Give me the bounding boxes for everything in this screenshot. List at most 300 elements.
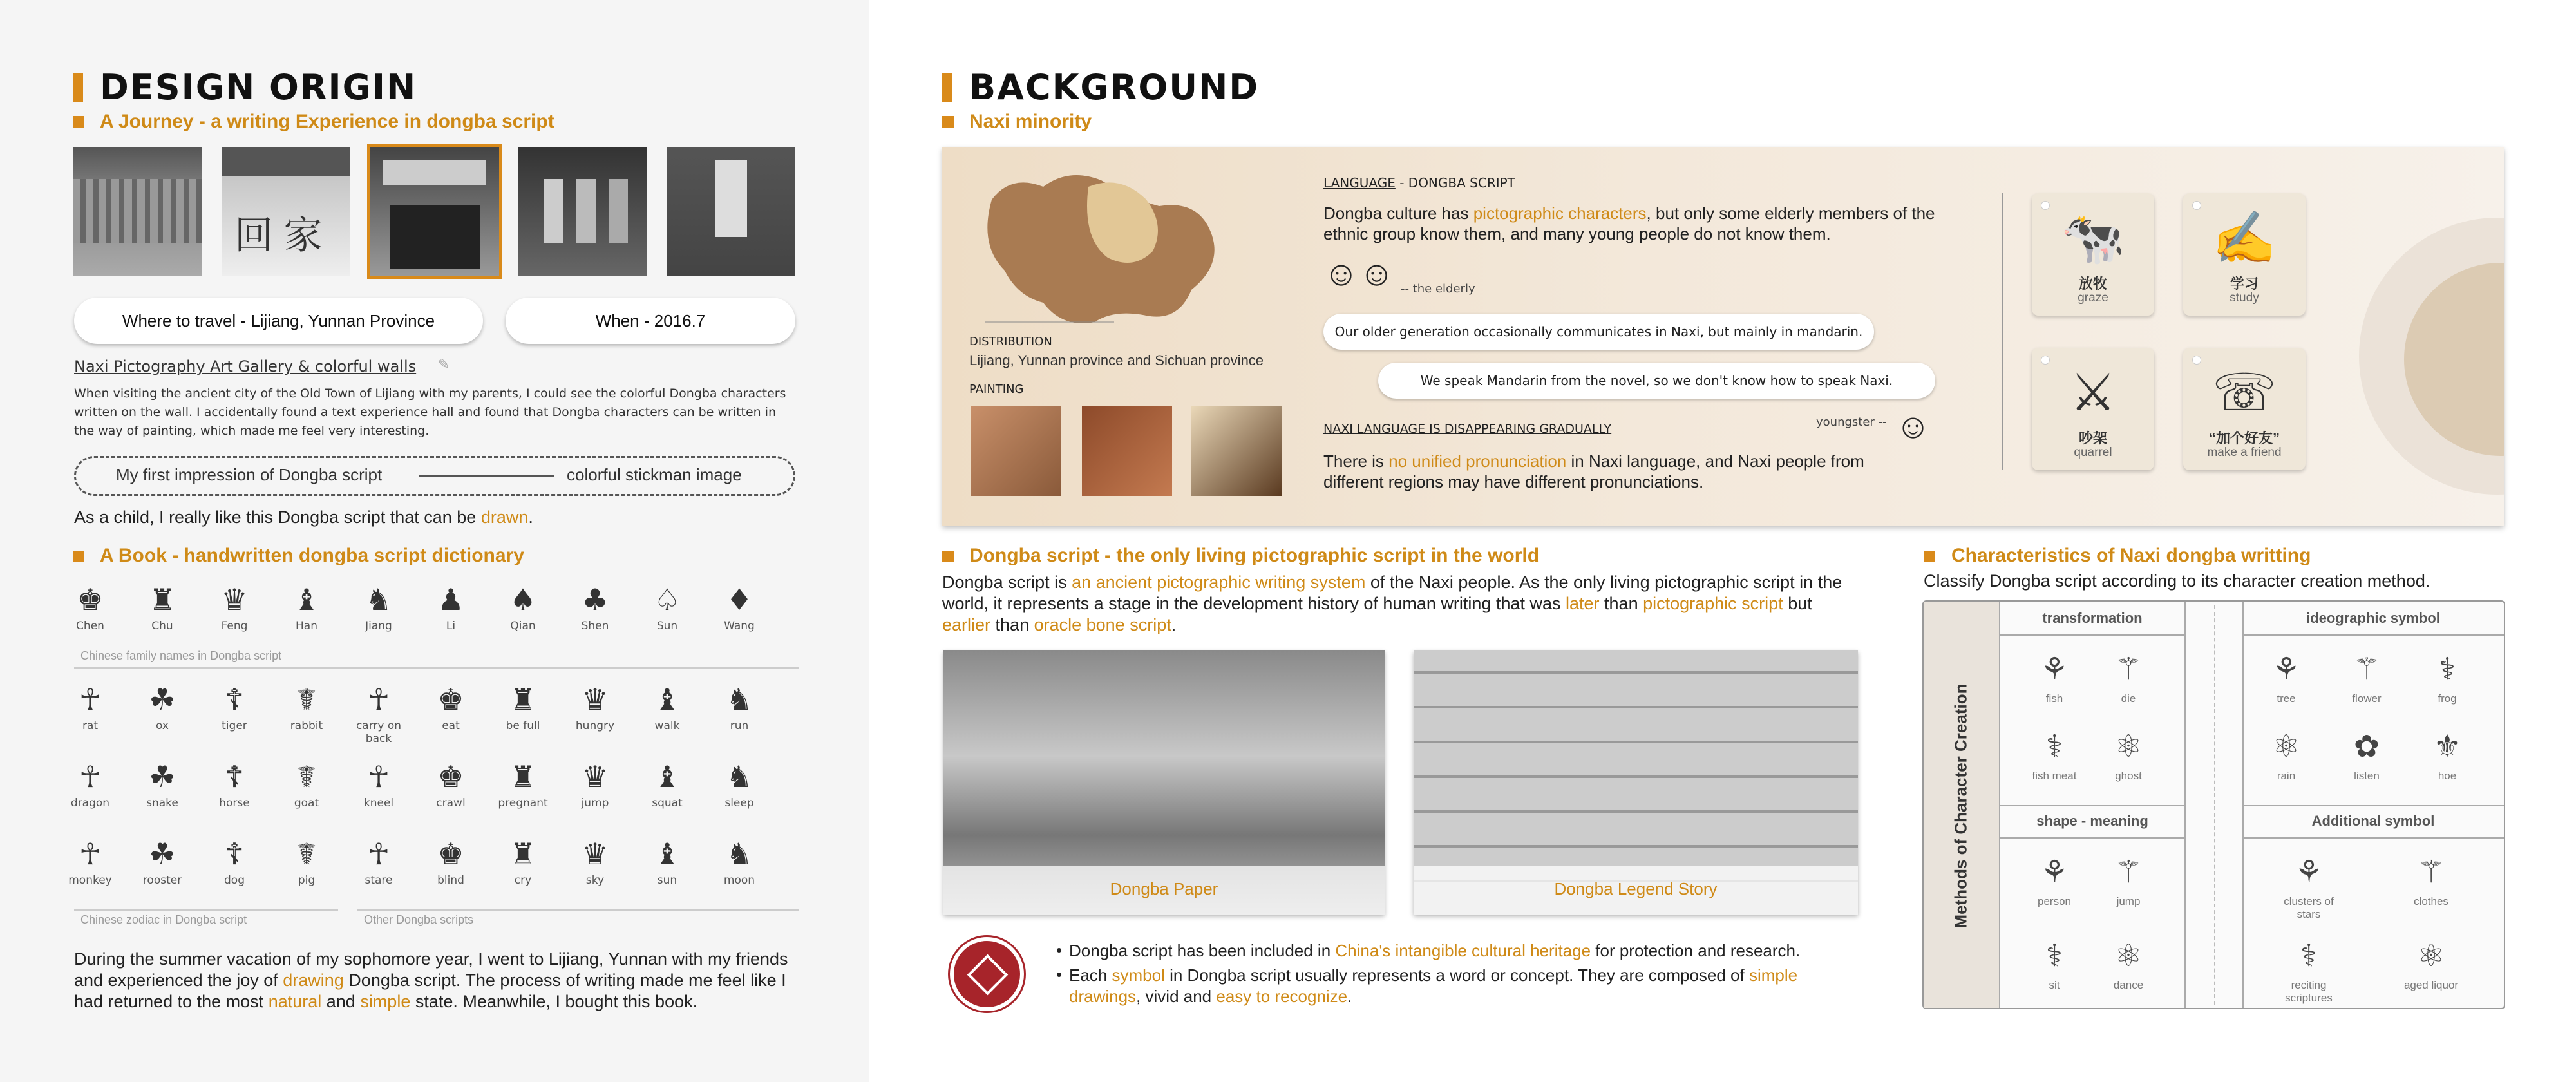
highlight-text: simple <box>360 992 411 1011</box>
snake-glyph-icon: ☘ <box>149 759 176 794</box>
cell-caption: flower <box>2352 692 2382 705</box>
friend-glyph-icon: ☏ <box>2211 364 2277 421</box>
rain-glyph-icon: ⚛ <box>2272 730 2300 764</box>
glyph-cry <box>497 834 549 887</box>
Qian-glyph-icon: ♠ <box>509 582 536 617</box>
Li-glyph-icon: ♟ <box>437 582 464 617</box>
listen-glyph-icon: ✿ <box>2353 730 2380 764</box>
glyph-caption: Sun <box>656 620 678 632</box>
tree-glyph-icon: ⚘ <box>2272 652 2300 687</box>
journey-bullet <box>73 116 84 128</box>
ideo-frog <box>2412 647 2483 705</box>
cell-caption: hoe <box>2438 770 2457 782</box>
disappear-label: NAXI LANGUAGE IS DISAPPEARING GRADUALLY <box>1323 422 1612 436</box>
zodiac-divider <box>74 909 338 911</box>
Chen-glyph-icon: ♚ <box>77 582 104 617</box>
child-highlight: drawn <box>480 508 529 527</box>
shape-header: shape - meaning <box>2036 813 2148 829</box>
bullet-dot-1: • <box>1056 940 1063 960</box>
background-title: BACKGROUND <box>969 67 1260 108</box>
glyph-caption: horse <box>219 797 250 810</box>
text-run: There is <box>1323 451 1389 471</box>
glyph-rabbit <box>281 679 332 732</box>
text-run: state. Meanwhile, I bought this book. <box>410 992 698 1011</box>
dongba-paragraph <box>942 572 1863 636</box>
title-accent <box>942 73 952 102</box>
glyph-caption: Feng <box>221 620 248 632</box>
gallery-photo-selected[interactable] <box>370 147 499 276</box>
highlight-text: China's intangible cultural heritage <box>1335 941 1591 960</box>
goat-glyph-icon: ☤ <box>296 759 317 794</box>
bullet-dot-2: • <box>1056 965 1063 984</box>
Jiang-glyph-icon: ♞ <box>365 582 392 617</box>
glyph-caption: sky <box>585 874 605 887</box>
disappear-paragraph <box>1323 451 1871 492</box>
cell-caption: reciting scriptures <box>2285 979 2333 1004</box>
cell-caption: ghost <box>2115 770 2142 782</box>
glyph-caption: goat <box>294 797 319 810</box>
text-run: , vivid and <box>1136 987 1217 1006</box>
name-Chu <box>137 580 188 632</box>
design-origin-panel <box>0 0 869 1082</box>
cell-caption: sit <box>2049 979 2060 991</box>
text-run: in Naxi language, and Naxi people from different regions may have different pronunciations. <box>1323 451 1864 491</box>
youngster-speech-bubble: We speak Mandarin from the novel, so we don't know how to speak Naxi. <box>1378 363 1935 399</box>
glyph-caption: rooster <box>142 874 182 887</box>
row-line <box>2242 837 2504 839</box>
name-Han <box>281 580 332 632</box>
heritage-bullet <box>1069 940 1861 962</box>
dongba-heading: Dongba script - the only living pictographic script in the world <box>969 545 1540 566</box>
text-run: Dongba script. The process of writing made me feel like I had returned to the most <box>74 971 786 1011</box>
sun-glyph-icon: ♝ <box>654 837 681 871</box>
shape-dance <box>2093 934 2164 992</box>
painting-3 <box>1191 406 1282 496</box>
glyph-caption: sleep <box>724 797 754 810</box>
row-line <box>1999 837 2186 839</box>
gallery-title: Naxi Pictography Art Gallery & colorful walls <box>74 357 417 375</box>
glyph-tiger <box>209 679 260 732</box>
tile-en: make a friend <box>2207 446 2282 459</box>
glyph-horse <box>209 757 260 810</box>
name-Feng <box>209 580 260 632</box>
Shen-glyph-icon: ♣ <box>582 582 609 617</box>
glyph-caption: rat <box>82 719 99 732</box>
chars-heading: Characteristics of Naxi dongba writting <box>1951 545 2311 566</box>
Sun-glyph-icon: ♤ <box>654 582 681 617</box>
dongba-bullet <box>942 551 954 562</box>
glyph-caption: be full <box>506 719 540 732</box>
text-run: Dongba culture has <box>1323 204 1473 223</box>
gallery-text: When visiting the ancient city of the Old Town of Lijiang with my parents, I could see the colorful Dongba characters written on the wall. I accidentally found a text experience hall and found that Dongba characters can be written in the way of painting, which made me feel very interesting. <box>74 386 786 438</box>
glyph-jump <box>569 757 621 810</box>
dog-glyph-icon: ☦ <box>225 837 244 871</box>
elderly-face-icons: ☺☺ <box>1323 254 1395 293</box>
ideographic-header: ideographic symbol <box>2306 610 2440 626</box>
book-heading: A Book - handwritten dongba script dictionary <box>100 545 524 566</box>
glyph-dragon <box>64 757 116 810</box>
glyph-hungry <box>569 679 621 732</box>
glyph-caption: Han <box>296 620 317 632</box>
book-bullet <box>73 551 84 562</box>
names-caption: Chinese family names in Dongba script <box>80 649 282 662</box>
glyph-carry-on-back <box>353 679 404 745</box>
kneel-glyph-icon: ☥ <box>367 759 390 794</box>
glyph-caption: Jiang <box>365 620 392 632</box>
horse-glyph-icon: ☦ <box>225 759 244 794</box>
glyph-ox <box>137 679 188 732</box>
cell-caption: frog <box>2438 692 2457 705</box>
moon-glyph-icon: ♞ <box>726 837 753 871</box>
glyph-squat <box>641 757 693 810</box>
die-glyph-icon: ⚚ <box>2114 652 2143 687</box>
child-end: . <box>528 508 533 527</box>
trans-die <box>2093 647 2164 705</box>
add-aged-liquor <box>2396 934 2467 992</box>
cell-caption: listen <box>2354 770 2380 782</box>
cell-caption: fish meat <box>2032 770 2077 782</box>
name-Qian <box>497 580 549 632</box>
highlight-text: oracle bone script <box>1034 615 1171 634</box>
text-run: for protection and research. <box>1591 941 1801 960</box>
glyph-caption: dog <box>224 874 245 887</box>
cell-caption: die <box>2121 692 2136 705</box>
row-line <box>2242 634 2504 636</box>
highlight-text: an ancient pictographic writing system <box>1072 573 1366 592</box>
person-glyph-icon: ⚘ <box>2040 855 2069 889</box>
language-paragraph <box>1323 203 1961 244</box>
glyph-eat <box>425 679 477 732</box>
where-pill: Where to travel - Lijiang, Yunnan Province <box>74 298 483 344</box>
distribution-map <box>966 161 1249 328</box>
glyph-caption: hungry <box>575 719 615 732</box>
glyph-moon <box>714 834 765 887</box>
study-glyph-icon: ✍ <box>2212 209 2277 267</box>
language-label-text: LANGUAGE <box>1323 175 1396 191</box>
divider <box>74 667 799 669</box>
ideo-rain <box>2251 725 2322 783</box>
glyph-caption: eat <box>442 719 460 732</box>
Feng-glyph-icon: ♛ <box>221 582 248 617</box>
glyph-caption: monkey <box>68 874 112 887</box>
cell-caption: aged liquor <box>2403 979 2459 991</box>
glyph-pregnant <box>497 757 549 810</box>
wall-photo-4 <box>518 147 647 276</box>
glyph-caption: crawl <box>436 797 466 810</box>
glyph-caption: carry on back <box>355 719 402 745</box>
Wang-glyph-icon: ♦ <box>726 582 753 617</box>
glyph-caption: cry <box>514 874 532 887</box>
glyph-dog <box>209 834 260 887</box>
carry-on-back-glyph-icon: ☥ <box>367 682 390 717</box>
glyph-caption: Shen <box>581 620 609 632</box>
distribution-text: Lijiang, Yunnan province and Sichuan province <box>969 352 1264 368</box>
add-clothes <box>2396 850 2467 908</box>
text-run: Dongba script is <box>942 573 1072 592</box>
add-clusters-of-stars <box>2273 850 2344 921</box>
row-line <box>1999 805 2186 806</box>
dragon-glyph-icon: ☥ <box>79 759 102 794</box>
highlight-text: simple drawings <box>1069 965 1798 1006</box>
text-run: than <box>990 615 1034 634</box>
child-sentence <box>74 508 533 527</box>
glyph-pig <box>281 834 332 887</box>
youngster-label: youngster -- <box>1816 415 1887 429</box>
background-panel <box>869 0 2576 1082</box>
chars-subtitle: Classify Dongba script according to its character creation method. <box>1924 571 2430 591</box>
graze-tile <box>2032 193 2154 316</box>
design-origin-title: DESIGN ORIGIN <box>100 67 417 108</box>
name-Shen <box>569 580 621 632</box>
reciting-scriptures-glyph-icon: ⚕ <box>2300 939 2317 973</box>
language-sub: - DONGBA SCRIPT <box>1395 175 1515 191</box>
shape-sit <box>2019 934 2090 992</box>
aged-liquor-glyph-icon: ⚛ <box>2417 939 2445 973</box>
glyph-caption: dragon <box>70 797 110 810</box>
be-full-glyph-icon: ♜ <box>509 682 536 717</box>
highlight-text: natural <box>268 992 322 1011</box>
summer-paragraph <box>74 949 808 1012</box>
dongba-paper-photo <box>943 650 1385 915</box>
glyph-caption: pregnant <box>498 797 548 810</box>
run-glyph-icon: ♞ <box>726 682 753 717</box>
monkey-glyph-icon: ☥ <box>79 837 102 871</box>
glyph-sky <box>569 834 621 887</box>
stare-glyph-icon: ☥ <box>367 837 390 871</box>
text-run: Each <box>1069 965 1112 985</box>
pregnant-glyph-icon: ♜ <box>509 759 536 794</box>
graze-glyph-icon: 🐄 <box>2061 209 2125 267</box>
text-run: than <box>1599 594 1643 613</box>
text-run: and <box>321 992 361 1011</box>
rat-glyph-icon: ☥ <box>79 682 102 717</box>
transformation-header: transformation <box>2042 610 2143 626</box>
walk-glyph-icon: ♝ <box>654 682 681 717</box>
text-run: . <box>1171 615 1177 634</box>
impression-right: colorful stickman image <box>567 465 742 484</box>
pencil-icon: ✎ <box>438 356 450 372</box>
highlight-text: no unified pronunciation <box>1388 451 1567 471</box>
tile-cn: 学习 <box>2230 276 2259 292</box>
tile-cn: 吵架 <box>2078 430 2107 446</box>
col-divider <box>2214 605 2215 1005</box>
glyph-caption: pig <box>298 874 316 887</box>
glyph-caption: kneel <box>363 797 394 810</box>
rabbit-glyph-icon: ☤ <box>296 682 317 717</box>
cell-caption: fish <box>2045 692 2063 705</box>
cell-caption: tree <box>2277 692 2296 705</box>
glyph-caption: moon <box>723 874 755 887</box>
text-run: , but only some elderly members of the ethnic group know them, and many young people do not know them. <box>1323 204 1935 243</box>
glyph-rooster <box>137 834 188 887</box>
glyph-caption: stare <box>365 874 393 887</box>
sit-glyph-icon: ⚕ <box>2046 939 2063 973</box>
impression-left: My first impression of Dongba script <box>116 465 383 484</box>
quarrel-glyph-icon: ⚔ <box>2070 364 2116 421</box>
painting-label: PAINTING <box>969 383 1024 396</box>
cell-caption: jump <box>2116 895 2141 907</box>
language-label <box>1323 175 1515 191</box>
distribution-label: DISTRIBUTION <box>969 335 1052 348</box>
cell-caption: dance <box>2113 979 2144 991</box>
text-run: During the summer vacation of my sophomore year, I went to Lijiang, Yunnan with my friends and experienced the joy of <box>74 949 788 990</box>
glyph-caption: Qian <box>510 620 536 632</box>
glyph-caption: run <box>730 719 749 732</box>
glyph-caption: ox <box>156 719 169 732</box>
fish-glyph-icon: ⚘ <box>2040 652 2069 687</box>
child-text: As a child, I really like this Dongba script that can be <box>74 508 481 527</box>
painting-2 <box>1082 406 1172 496</box>
glyph-caption: Chen <box>76 620 104 632</box>
tile-cn: 放牧 <box>2078 276 2107 292</box>
name-Sun <box>641 580 693 632</box>
blind-glyph-icon: ♚ <box>437 837 464 871</box>
impression-arrow <box>419 475 554 477</box>
cell-caption: clothes <box>2414 895 2448 907</box>
ox-glyph-icon: ☘ <box>149 682 176 717</box>
glyph-blind <box>425 834 477 887</box>
trans-fish-meat <box>2019 725 2090 783</box>
cell-caption: rain <box>2277 770 2296 782</box>
title-accent <box>73 73 83 102</box>
other-divider <box>357 909 799 911</box>
cell-caption: person <box>2038 895 2071 907</box>
highlight-text: easy to recognize <box>1216 987 1348 1006</box>
add-reciting-scriptures <box>2273 934 2344 1005</box>
wall-photo-5 <box>667 147 795 276</box>
clothes-glyph-icon: ⚚ <box>2417 855 2445 889</box>
hoe-glyph-icon: ⚜ <box>2433 730 2461 764</box>
glyph-stare <box>353 834 404 887</box>
journey-heading: A Journey - a writing Experience in dongba script <box>100 111 554 132</box>
study-tile <box>2183 193 2306 316</box>
pig-glyph-icon: ☤ <box>296 837 317 871</box>
tile-cn: “加个好友” <box>2208 430 2280 446</box>
glyph-sun <box>641 834 693 887</box>
glyph-caption: snake <box>146 797 178 810</box>
glyph-caption: squat <box>652 797 683 810</box>
elderly-label: -- the elderly <box>1401 282 1475 296</box>
glyph-caption: walk <box>654 719 680 732</box>
glyph-walk <box>641 679 693 732</box>
Han-glyph-icon: ♝ <box>293 582 320 617</box>
glyph-caption: Li <box>446 620 456 632</box>
frog-glyph-icon: ⚕ <box>2439 652 2456 687</box>
name-Li <box>425 580 477 632</box>
cell-caption: clusters of stars <box>2284 895 2334 920</box>
text-run: . <box>1347 987 1352 1006</box>
heritage-logo <box>950 937 1024 1011</box>
glyph-kneel <box>353 757 404 810</box>
highlight-text: symbol <box>1112 965 1165 985</box>
glyph-caption: jump <box>581 797 609 810</box>
wall-photo-1 <box>73 147 202 276</box>
glyph-crawl <box>425 757 477 810</box>
ideo-listen <box>2331 725 2402 783</box>
cry-glyph-icon: ♜ <box>509 837 536 871</box>
naxi-bullet <box>942 116 954 128</box>
ideo-hoe <box>2412 725 2483 783</box>
hungry-glyph-icon: ♛ <box>582 682 609 717</box>
banner-divider <box>2002 193 2003 470</box>
glyph-caption: tiger <box>222 719 247 732</box>
shape-jump <box>2093 850 2164 908</box>
other-caption: Other Dongba scripts <box>364 913 474 926</box>
glyph-caption: Wang <box>724 620 755 632</box>
glyph-caption: Chu <box>151 620 173 632</box>
side-label: Methods of Character Creation <box>1951 683 1971 929</box>
jump-glyph-icon: ⚚ <box>2114 855 2143 889</box>
text-run: in Dongba script usually represents a word or concept. They are composed of <box>1164 965 1749 985</box>
highlight-text: drawing <box>283 971 344 990</box>
squat-glyph-icon: ♝ <box>654 759 681 794</box>
friend-tile <box>2183 348 2306 470</box>
flower-glyph-icon: ⚚ <box>2353 652 2381 687</box>
sleep-glyph-icon: ♞ <box>726 759 753 794</box>
when-pill: When - 2016.7 <box>506 298 795 344</box>
wall-photo-2: 回 家 <box>222 147 350 276</box>
trans-ghost <box>2093 725 2164 783</box>
tiger-glyph-icon: ☦ <box>225 682 244 717</box>
glyph-be-full <box>497 679 549 732</box>
name-Chen <box>64 580 116 632</box>
tile-en: quarrel <box>2074 446 2112 459</box>
highlight-text: earlier <box>942 615 991 634</box>
painting-1 <box>971 406 1061 496</box>
naxi-heading: Naxi minority <box>969 111 1092 132</box>
highlight-text: pictographic script <box>1643 594 1783 613</box>
row-line <box>2242 805 2504 806</box>
highlight-text: pictographic characters <box>1473 204 1647 223</box>
glyph-caption: blind <box>437 874 464 887</box>
glyph-caption: sun <box>657 874 677 887</box>
name-Jiang <box>353 580 404 632</box>
text-run: but <box>1783 594 1812 613</box>
glyph-caption: rabbit <box>290 719 323 732</box>
glyph-monkey <box>64 834 116 887</box>
chars-bullet <box>1924 551 1935 562</box>
dongba-legend-caption: Dongba Legend Story <box>1554 879 1718 898</box>
tile-en: graze <box>2078 291 2108 305</box>
dongba-paper-caption: Dongba Paper <box>1110 879 1218 898</box>
row-line <box>1999 634 2186 636</box>
additional-header: Additional symbol <box>2311 813 2435 829</box>
glyph-rat <box>64 679 116 732</box>
trans-fish <box>2019 647 2090 705</box>
tile-en: study <box>2230 291 2259 305</box>
text-run: of the Naxi people. As the only living pictographic script in the world, it represents a stage in the development history of human writing that was <box>942 573 1842 613</box>
sky-glyph-icon: ♛ <box>582 837 609 871</box>
fish-meat-glyph-icon: ⚕ <box>2046 730 2063 764</box>
text-run: Dongba script has been included in <box>1069 941 1336 960</box>
Chu-glyph-icon: ♜ <box>149 582 176 617</box>
rooster-glyph-icon: ☘ <box>149 837 176 871</box>
jump-glyph-icon: ♛ <box>582 759 609 794</box>
dongba-legend-photo <box>1414 650 1858 915</box>
glyph-snake <box>137 757 188 810</box>
youngster-face-icon: ☺ <box>1895 407 1931 446</box>
glyph-sleep <box>714 757 765 810</box>
crawl-glyph-icon: ♚ <box>437 759 464 794</box>
zodiac-caption: Chinese zodiac in Dongba script <box>80 913 247 926</box>
clusters-of-stars-glyph-icon: ⚘ <box>2295 855 2323 889</box>
ideo-flower <box>2331 647 2402 705</box>
ghost-glyph-icon: ⚛ <box>2114 730 2143 764</box>
glyph-goat <box>281 757 332 810</box>
eat-glyph-icon: ♚ <box>437 682 464 717</box>
dance-glyph-icon: ⚛ <box>2114 939 2143 973</box>
symbol-bullet <box>1069 965 1861 1007</box>
